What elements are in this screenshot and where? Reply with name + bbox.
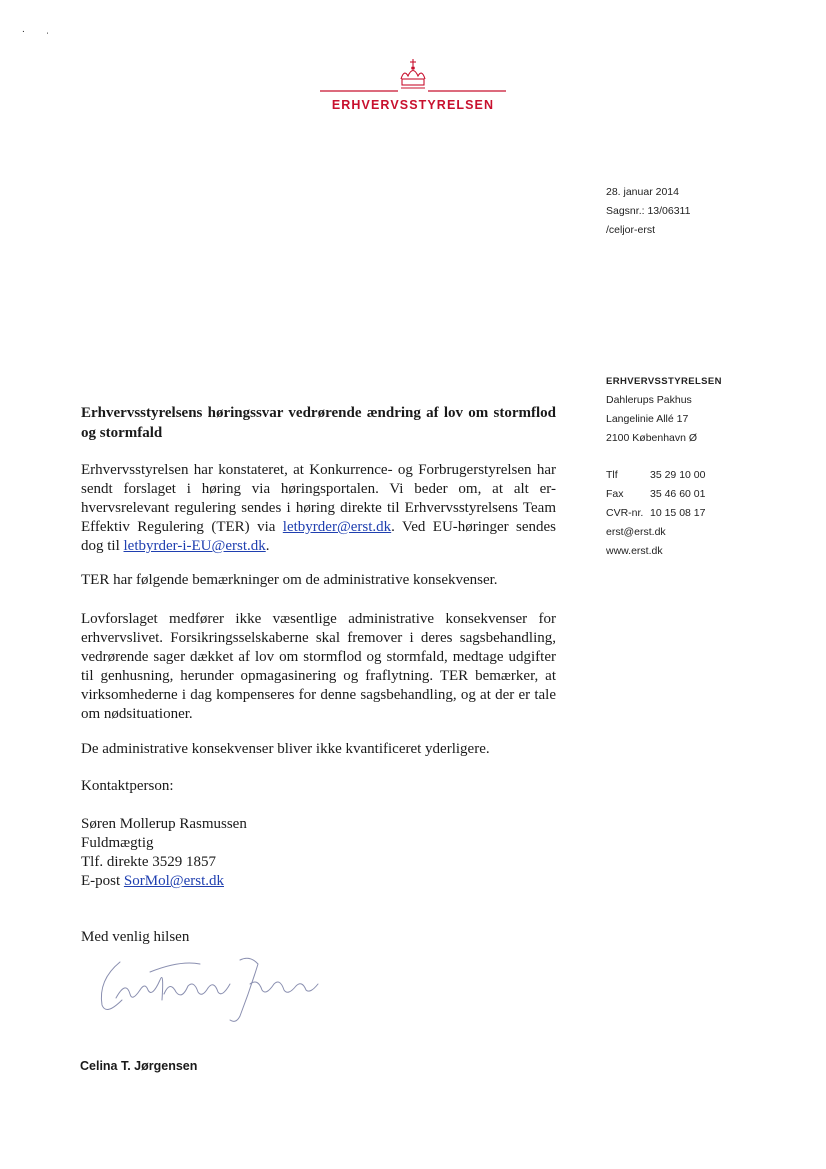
- email-link-letbyrder[interactable]: letbyrder@erst.dk: [282, 519, 392, 535]
- paragraph-text: Erhvervsstyrelsen har konstateret, at Konkurrence- og Forbrugerstyrelsen har sendt forslaget i høring via høringsportalen. Vi beder om, at alt er-hvervsrelevant regulering sendes i høring direkte til Erhvervsstyrelsens Team Effektiv Regulering (TER) via: [81, 462, 556, 535]
- reference: /celjor-erst: [606, 224, 656, 236]
- cvr-row: [606, 504, 705, 523]
- paragraph-text: .: [265, 538, 270, 554]
- signer-name: Celina T. Jørgensen: [80, 1059, 198, 1073]
- contact-email-line: [81, 872, 224, 891]
- org-website: www.erst.dk: [606, 545, 663, 557]
- email-link-letbyrder-eu[interactable]: letbyrder-i-EU@erst.dk: [123, 538, 266, 554]
- address-line: Dahlerups Pakhus: [606, 394, 692, 406]
- case-number: Sagsnr.: 13/06311: [606, 205, 691, 217]
- fax-row: [606, 485, 705, 504]
- paragraph-text: . Ved EU-høringer sendes dog til: [81, 519, 556, 554]
- letter-date: 28. januar 2014: [606, 186, 679, 198]
- scan-mark: ˌ: [46, 24, 50, 35]
- sender-address: [606, 372, 722, 448]
- fax-value: 35 46 60 01: [650, 488, 706, 500]
- contact-name: Søren Mollerup Rasmussen: [81, 816, 247, 832]
- org-name: ERHVERVSSTYRELSEN: [606, 376, 722, 387]
- org-email: erst@erst.dk: [606, 526, 666, 538]
- paragraph-assessment: Lovforslaget medfører ikke væsentlige administrative konsekvenser for erhvervslivet. Forsikringsselskaberne skal fremover i deres sagsbehandling, vedrørende sager dækket af lov om stormflod og stormfald, medtage udgifter til genhusning, herunder opmagasinering og fraflytning. TER bemærker, at virksomhederne i dag kompenseres for denne sagsbehandling, og at der er tale om nødsituationer.: [81, 611, 556, 722]
- paragraph-conclusion: De administrative konsekvenser bliver ikke kvantificeret yderligere.: [81, 741, 490, 757]
- contact-email-label: E-post: [81, 873, 124, 889]
- contact-heading: Kontaktperson:: [81, 778, 174, 794]
- cvr-label: CVR-nr.: [606, 507, 644, 519]
- sender-contact: [606, 466, 705, 561]
- phone-label: Tlf: [606, 469, 618, 481]
- closing: Med venlig hilsen: [81, 929, 190, 945]
- letter-meta: [606, 183, 690, 240]
- fax-label: Fax: [606, 488, 624, 500]
- scan-mark: .: [22, 24, 25, 35]
- paragraph-intro: [81, 461, 556, 556]
- contact-title: Fuldmægtig: [81, 835, 154, 851]
- handwritten-signature: [90, 950, 330, 1030]
- logo-wordmark: ERHVERVSSTYRELSEN: [331, 98, 495, 112]
- phone-value: 35 29 10 00: [650, 469, 706, 481]
- letter-subject: Erhvervsstyrelsens høringssvar vedrørende ændring af lov om stormflod og stormfald: [81, 405, 556, 441]
- cvr-value: 10 15 08 17: [650, 507, 706, 519]
- contact-phone: Tlf. direkte 3529 1857: [81, 854, 216, 870]
- phone-row: [606, 466, 705, 485]
- address-line: 2100 København Ø: [606, 432, 698, 444]
- address-line: Langelinie Allé 17: [606, 413, 689, 425]
- paragraph-remarks: TER har følgende bemærkninger om de administrative konsekvenser.: [81, 572, 498, 588]
- email-link-contact[interactable]: SorMol@erst.dk: [123, 873, 224, 889]
